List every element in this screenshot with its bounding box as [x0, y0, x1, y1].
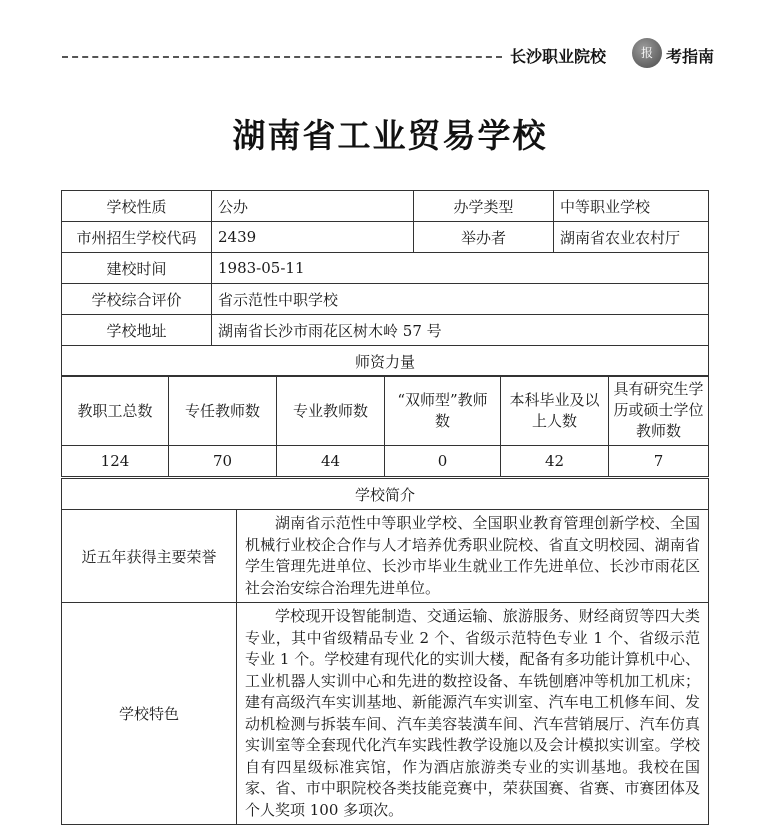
faculty-header: 专任教师数 — [169, 376, 277, 446]
info-table — [61, 190, 709, 377]
faculty-header: 本科毕业及以上人数 — [501, 376, 609, 446]
table-row — [62, 510, 709, 603]
faculty-header: 教职工总数 — [62, 376, 169, 446]
faculty-value: 44 — [277, 446, 385, 477]
faculty-value: 124 — [62, 446, 169, 477]
table-row — [62, 315, 709, 346]
nature-value: 公办 — [212, 191, 414, 222]
table-row — [62, 479, 709, 510]
honors-label: 近五年获得主要荣誉 — [62, 510, 237, 603]
header-title-right: 考指南 — [666, 47, 715, 66]
page-header — [62, 38, 722, 68]
sponsor-value: 湖南省农业农村厅 — [554, 222, 709, 253]
nature-label: 学校性质 — [62, 191, 212, 222]
features-label: 学校特色 — [62, 603, 237, 825]
address-value: 湖南省长沙市雨花区树木岭 57 号 — [212, 315, 709, 346]
table-row — [62, 191, 709, 222]
rating-label: 学校综合评价 — [62, 284, 212, 315]
code-value: 2439 — [212, 222, 414, 253]
features-text: 学校现开设智能制造、交通运输、旅游服务、财经商贸等四大类专业，其中省级精品专业 2 个、省级示范特色专业 1 个、省级示范专业 1 个。学校建有现代化的实训大楼，配备有多功能计算机中心、工业机器人实训中心和先进的数控设备、车铣刨磨冲等机加工机床；建有高级汽车实训基地、新能源汽车实训室、汽车电工机修车间、发动机检测与拆装车间、汽车美容装潢车间、汽车营销展厅、汽车仿真实训室等全套现代化汽车实践性教学设施以及会计模拟实训室。学校自有四星级标准宾馆，作为酒店旅游类专业的实训基地。我校在国家、省、市中职院校各类技能竞赛中，荣获国赛、省赛、市赛团体及个人奖项 100 多项次。 — [237, 603, 709, 825]
table-row — [62, 253, 709, 284]
sponsor-label: 举办者 — [414, 222, 554, 253]
rating-value: 省示范性中职学校 — [212, 284, 709, 315]
type-label: 办学类型 — [414, 191, 554, 222]
header-rule — [62, 56, 502, 58]
faculty-value: 7 — [609, 446, 709, 477]
intro-section-title: 学校简介 — [62, 479, 709, 510]
faculty-section-title: 师资力量 — [62, 346, 709, 377]
code-label: 市州招生学校代码 — [62, 222, 212, 253]
type-value: 中等职业学校 — [554, 191, 709, 222]
table-row — [62, 346, 709, 377]
header-badge-icon: 报 — [632, 38, 662, 68]
faculty-header: 专业教师数 — [277, 376, 385, 446]
honors-text: 湖南省示范性中等职业学校、全国职业教育管理创新学校、全国机械行业校企合作与人才培养优秀职业院校、省直文明校园、湖南省学生管理先进单位、长沙市毕业生就业工作先进单位、长沙市雨花区社会治安综合治理先进单位。 — [237, 510, 709, 603]
table-row — [62, 603, 709, 825]
faculty-value: 0 — [385, 446, 501, 477]
table-row — [62, 222, 709, 253]
faculty-header: 具有研究生学历或硕士学位教师数 — [609, 376, 709, 446]
header-title-left: 长沙职业院校 — [510, 47, 607, 66]
faculty-table — [61, 375, 709, 477]
faculty-header: “双师型”教师数 — [385, 376, 501, 446]
faculty-value: 70 — [169, 446, 277, 477]
faculty-value: 42 — [501, 446, 609, 477]
page-title: 湖南省工业贸易学校 — [232, 116, 548, 155]
table-row — [62, 376, 709, 446]
founded-label: 建校时间 — [62, 253, 212, 284]
intro-table — [61, 478, 709, 825]
table-row — [62, 446, 709, 477]
table-row — [62, 284, 709, 315]
founded-value: 1983-05-11 — [212, 253, 709, 284]
address-label: 学校地址 — [62, 315, 212, 346]
